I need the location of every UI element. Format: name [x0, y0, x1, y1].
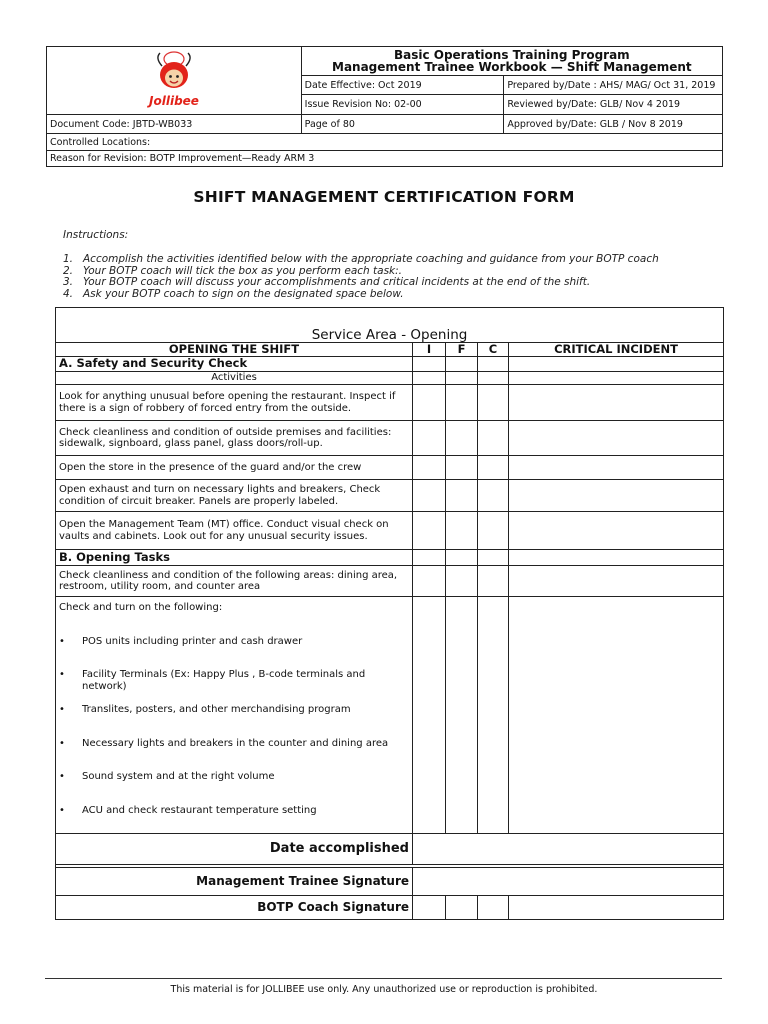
check-i[interactable] [413, 480, 446, 512]
issue-revision: Issue Revision No: 02-00 [301, 95, 504, 115]
activity-row: Look for anything unusual before opening the restaurant. Inspect if there is a sign of robbery of forced entry from the outside. [56, 385, 413, 421]
bullet-icon: • [59, 669, 65, 680]
activity-row: Check cleanliness and condition of outside premises and facilities: sidewalk, signboard, glass panel, glass doors/roll-up. [56, 421, 413, 456]
check-c[interactable] [478, 566, 509, 597]
approved-by: Approved by/Date: GLB / Nov 8 2019 [504, 115, 723, 134]
date-effective: Date Effective: Oct 2019 [301, 76, 504, 95]
check-c[interactable] [478, 357, 509, 372]
critical-incident-cell[interactable] [509, 512, 724, 550]
col-f: F [446, 343, 478, 357]
check-c[interactable] [478, 421, 509, 456]
checklist-item: • Facility Terminals (Ex: Happy Plus , B-code terminals and network) [59, 669, 366, 692]
footer-rule [45, 978, 722, 979]
trainee-signature-label: Management Trainee Signature [56, 868, 413, 896]
date-accomplished-field[interactable] [413, 834, 724, 865]
col-opening-the-shift: OPENING THE SHIFT [56, 343, 413, 357]
form-title: SHIFT MANAGEMENT CERTIFICATION FORM [193, 188, 575, 206]
program-title: Basic Operations Training Program [393, 48, 630, 62]
checklist-item: • Necessary lights and breakers in the counter and dining area [59, 737, 389, 749]
certification-table [55, 307, 724, 920]
instruction-item: 3. Your BOTP coach will discuss your accomplishments and critical incidents at the end of the shift. [63, 276, 591, 288]
document-header [46, 46, 723, 167]
checklist-item: • Sound system and at the right volume [59, 771, 275, 782]
critical-incident-cell[interactable] [509, 550, 724, 566]
section-b-heading: B. Opening Tasks [56, 550, 413, 566]
check-i[interactable] [413, 372, 446, 385]
critical-incident-cell[interactable] [509, 385, 724, 421]
check-f[interactable] [446, 566, 478, 597]
document-code: Document Code: JBTD-WB033 [47, 115, 302, 134]
check-i[interactable] [413, 456, 446, 480]
check-f[interactable] [446, 421, 478, 456]
check-i[interactable] [413, 385, 446, 421]
bullet-icon: • [59, 704, 65, 715]
check-f[interactable] [446, 357, 478, 372]
critical-incident-cell[interactable] [509, 421, 724, 456]
activities-label: Activities [56, 372, 413, 385]
date-accomplished-label: Date accomplished [56, 834, 413, 865]
checklist-cell [56, 597, 413, 834]
instructions-label: Instructions: [63, 229, 129, 241]
check-f[interactable] [446, 550, 478, 566]
prepared-by: Prepared by/Date : AHS/ MAG/ Oct 31, 2019 [504, 76, 723, 95]
check-f[interactable] [446, 597, 478, 834]
service-area-title: Service Area - Opening [56, 308, 724, 343]
logo-cell [47, 47, 302, 115]
section-a-heading: A. Safety and Security Check [56, 357, 413, 372]
checklist-item: • Translites, posters, and other merchandising program [59, 704, 351, 715]
critical-incident-cell[interactable] [509, 456, 724, 480]
check-i[interactable] [413, 421, 446, 456]
coach-signature-field[interactable] [509, 896, 724, 920]
bullet-icon: • [59, 635, 65, 647]
check-i[interactable] [413, 566, 446, 597]
bullet-icon: • [59, 771, 65, 782]
instruction-item: 4. Ask your BOTP coach to sign on the designated space below. [63, 287, 404, 300]
check-f[interactable] [446, 372, 478, 385]
critical-incident-cell[interactable] [509, 372, 724, 385]
check-f[interactable] [446, 512, 478, 550]
activity-row: Open exhaust and turn on necessary lights and breakers, Check condition of circuit breaker. Panels are properly labeled. [56, 480, 413, 512]
check-c[interactable] [478, 456, 509, 480]
critical-incident-cell[interactable] [509, 357, 724, 372]
activity-row: Check cleanliness and condition of the following areas: dining area, restroom, utility room, and counter area [56, 566, 413, 597]
coach-sign-f[interactable] [446, 896, 478, 920]
coach-sign-i[interactable] [413, 896, 446, 920]
checklist-intro: Check and turn on the following: [59, 602, 223, 613]
workbook-title: Management Trainee Workbook — Shift Management [332, 60, 692, 74]
activity-row: Open the store in the presence of the guard and/or the crew [56, 456, 413, 480]
critical-incident-cell[interactable] [509, 597, 724, 834]
col-critical-incident: CRITICAL INCIDENT [509, 343, 724, 357]
controlled-locations: Controlled Locations: [47, 134, 723, 151]
check-c[interactable] [478, 372, 509, 385]
check-c[interactable] [478, 385, 509, 421]
coach-signature-label: BOTP Coach Signature [56, 896, 413, 920]
activity-row: Open the Management Team (MT) office. Conduct visual check on vaults and cabinets. Look out for any unusual security issues. [56, 512, 413, 550]
check-i[interactable] [413, 550, 446, 566]
instruction-item: 2. Your BOTP coach will tick the box as you perform each task:. [63, 264, 403, 277]
header-title [301, 47, 722, 76]
col-c: C [478, 343, 509, 357]
check-f[interactable] [446, 385, 478, 421]
checklist-item: • POS units including printer and cash drawer [59, 635, 303, 647]
check-c[interactable] [478, 480, 509, 512]
check-f[interactable] [446, 456, 478, 480]
check-i[interactable] [413, 357, 446, 372]
critical-incident-cell[interactable] [509, 480, 724, 512]
jollibee-logo-icon [139, 50, 209, 108]
col-i: I [413, 343, 446, 357]
page-number: Page of 80 [301, 115, 504, 134]
bullet-icon: • [59, 804, 65, 816]
checklist [59, 636, 409, 817]
instructions [63, 229, 659, 300]
trainee-signature-field[interactable] [413, 868, 724, 896]
check-i[interactable] [413, 597, 446, 834]
footer-note: This material is for JOLLIBEE use only. Any unauthorized use or reproduction is prohibited. [170, 984, 598, 995]
check-f[interactable] [446, 480, 478, 512]
reason-for-revision: Reason for Revision: BOTP Improvement—Ready ARM 3 [47, 151, 723, 167]
bullet-icon: • [59, 737, 65, 749]
check-i[interactable] [413, 512, 446, 550]
logo-text: Jollibee [148, 94, 199, 108]
check-c[interactable] [478, 550, 509, 566]
instruction-item: 1. Accomplish the activities identified below with the appropriate coaching and guidance from your BOTP coach [63, 253, 659, 265]
check-c[interactable] [478, 597, 509, 834]
reviewed-by: Reviewed by/Date: GLB/ Nov 4 2019 [504, 95, 723, 115]
coach-sign-c[interactable] [478, 896, 509, 920]
checklist-item: • ACU and check restaurant temperature setting [59, 804, 317, 816]
critical-incident-cell[interactable] [509, 566, 724, 597]
check-c[interactable] [478, 512, 509, 550]
